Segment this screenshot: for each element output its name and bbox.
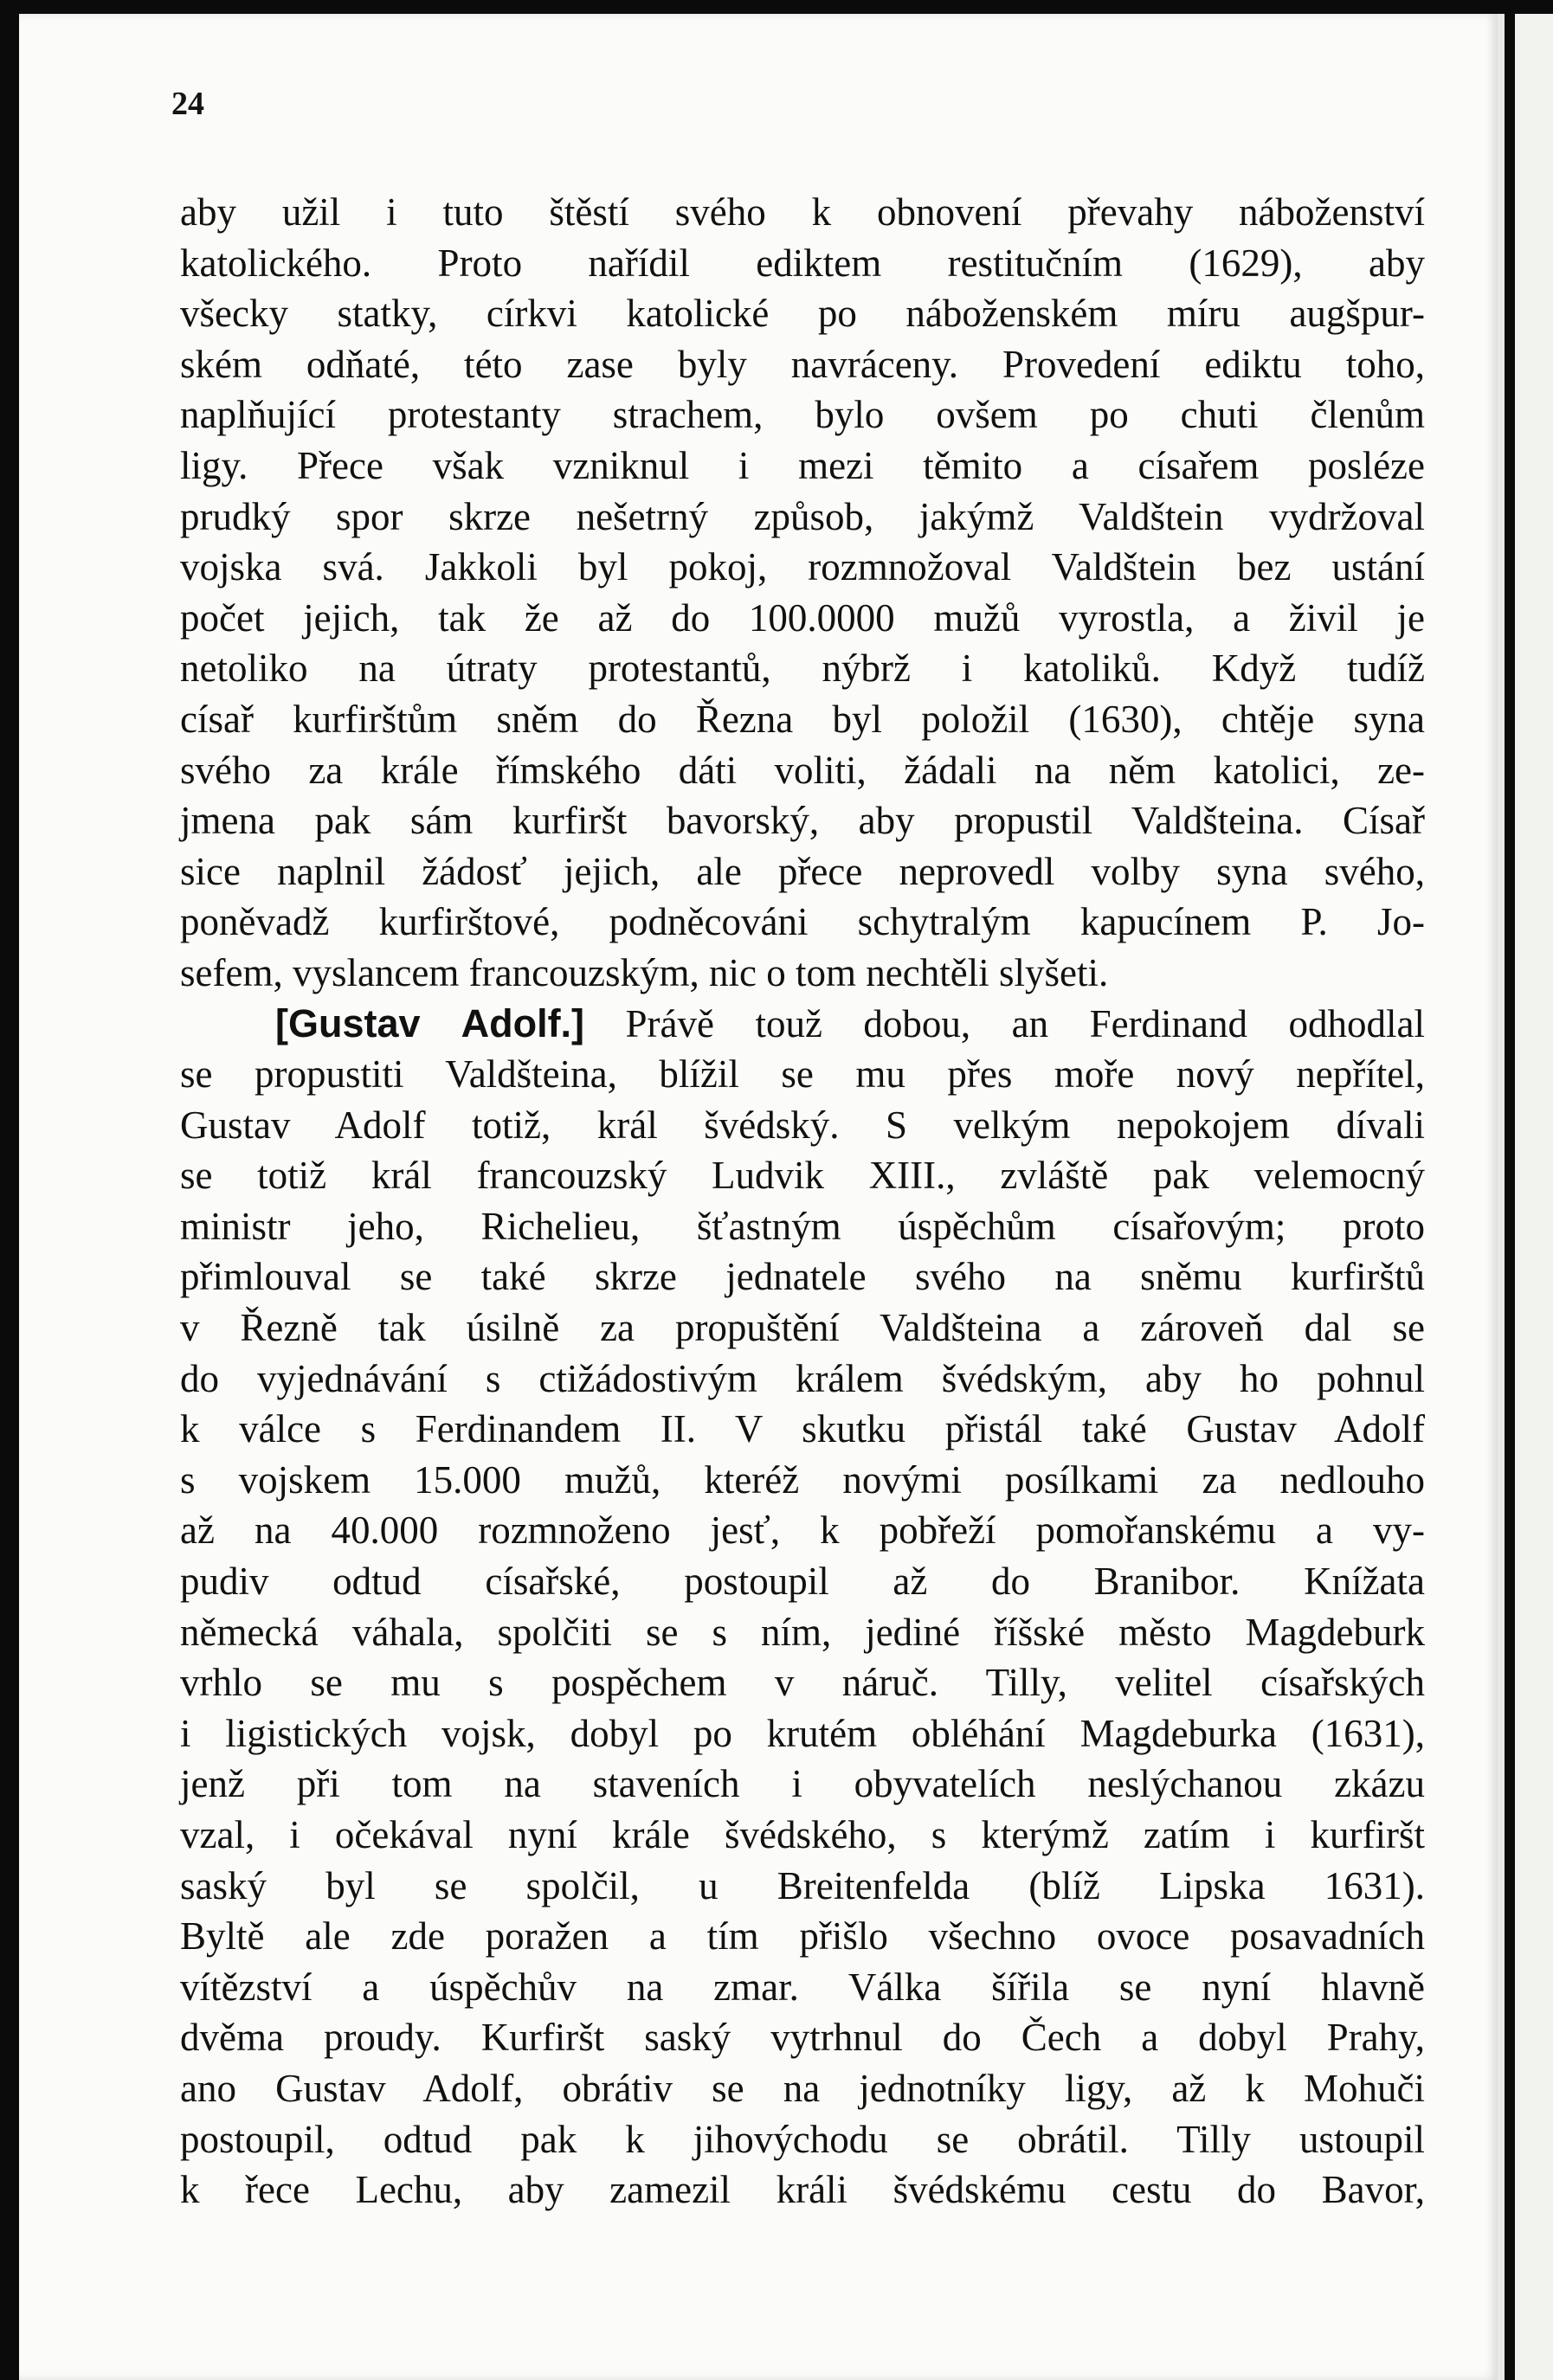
text-line: se totiž král francouzský Ludvik XIII., zvláště pak velemocný xyxy=(180,1154,1425,1198)
text-line: pudiv odtud císařské, postoupil až do Branibor. Knížata xyxy=(180,1560,1425,1604)
text-line: s vojskem 15.000 mužů, kteréž novými posílkami za nedlouho xyxy=(180,1457,1425,1502)
text-line: ano Gustav Adolf, obrátiv se na jednotníky ligy, až k Mohuči xyxy=(180,2066,1425,2110)
text-line: sice naplnil žádosť jejich, ale přece neprovedl volby syna svého, xyxy=(180,849,1425,893)
text-line: saský byl se spolčil, u Breitenfelda (blíž Lipska 1631). xyxy=(180,1863,1425,1907)
text-line: katolického. Proto nařídil ediktem restitučním (1629), aby xyxy=(180,241,1425,285)
text-line: prudký spor skrze nešetrný způsob, jakýmž Valdštein vydržoval xyxy=(180,494,1425,538)
text-line: postoupil, odtud pak k jihovýchodu se obrátil. Tilly ustoupil xyxy=(180,2117,1425,2161)
text-line: německá váhala, spolčiti se s ním, jediné říšské město Magdeburk xyxy=(180,1610,1425,1654)
text-line: vzal, i očekával nyní krále švédského, s kterýmž zatím i kurfiršt xyxy=(180,1813,1425,1856)
text-line: do vyjednávání s ctižádostivým králem švédským, aby ho pohnul xyxy=(180,1356,1425,1400)
text-line: k válce s Ferdinandem II. V skutku přistál také Gustav Adolf xyxy=(180,1407,1425,1451)
text-line: poněvadž kurfirštové, podněcováni schytralým kapucínem P. Jo- xyxy=(180,900,1425,944)
text-line: dvěma proudy. Kurfiršt saský vytrhnul do Čech a dobyl Prahy, xyxy=(180,2016,1425,2060)
text-line: sefem, vyslancem francouzským, nic o tom nechtěli slyšeti. xyxy=(180,950,1109,994)
text-line: k řece Lechu, aby zamezil králi švédskému cestu do Bavor, xyxy=(180,2168,1425,2212)
text-line: ligy. Přece však vzniknul i mezi těmito a císařem posléze xyxy=(180,443,1425,487)
text-line: ském odňaté, této zase byly navráceny. Provedení ediktu toho, xyxy=(180,342,1425,386)
text-line: se propustiti Valdšteina, blížil se mu přes moře nový nepřítel, xyxy=(180,1052,1425,1097)
text-line: počet jejich, tak že až do 100.0000 mužů vyrostla, a živil je xyxy=(180,595,1425,640)
page-gutter xyxy=(1498,14,1505,2380)
text-line: vítězství a úspěchův na zmar. Válka šířila se nyní hlavně xyxy=(180,1965,1425,2009)
text-line: jenž při tom na staveních i obyvatelích neslýchanou zkázu xyxy=(180,1762,1425,1806)
body-text xyxy=(180,187,1425,2216)
text-line: aby užil i tuto štěstí svého k obnovení převahy náboženství xyxy=(180,190,1425,234)
page-number: 24 xyxy=(171,86,204,122)
section-heading-line: [Gustav Adolf.] Právě touž dobou, an Ferdinand odhodlal xyxy=(275,1000,1425,1045)
text-line: jmena pak sám kurfiršt bavorský, aby propustil Valdšteina. Císař xyxy=(180,799,1425,843)
section-heading: [Gustav Adolf.] xyxy=(275,1000,585,1045)
text-line: přimlouval se také skrze jednatele svého na sněmu kurfirštů xyxy=(180,1255,1425,1299)
text-line: ministr jeho, Richelieu, šťastným úspěchům císařovým; proto xyxy=(180,1204,1425,1248)
text-line: naplňující protestanty strachem, bylo ovšem po chuti členům xyxy=(180,393,1425,437)
text-line: vrhlo se mu s pospěchem v náruč. Tilly, velitel císařských xyxy=(180,1661,1425,1705)
text-line: vojska svá. Jakkoli byl pokoj, rozmnožoval Valdštein bez ustání xyxy=(180,545,1425,589)
adjacent-page-edge xyxy=(1515,14,1553,2380)
text-line: netoliko na útraty protestantů, nýbrž i katoliků. Když tudíž xyxy=(180,646,1425,691)
text-line: všecky statky, církvi katolické po náboženském míru augšpur- xyxy=(180,292,1425,336)
text-line: císař kurfirštům sněm do Řezna byl položil (1630), chtěje syna xyxy=(180,697,1425,741)
text-line: i ligistických vojsk, dobyl po krutém obléhání Magdeburka (1631), xyxy=(180,1711,1425,1755)
text-line: svého za krále římského dáti voliti, žádali na něm katolici, ze- xyxy=(180,748,1425,792)
text-line: Byltě ale zde poražen a tím přišlo všechno ovoce posavadních xyxy=(180,1914,1425,1959)
text-line: až na 40.000 rozmnoženo jesť, k pobřeží pomořanskému a vy- xyxy=(180,1508,1425,1553)
text-line: Gustav Adolf totiž, král švédský. S velkým nepokojem dívali xyxy=(180,1103,1425,1147)
text-line: v Řezně tak úsilně za propuštění Valdšteina a zároveň dal se xyxy=(180,1306,1425,1350)
